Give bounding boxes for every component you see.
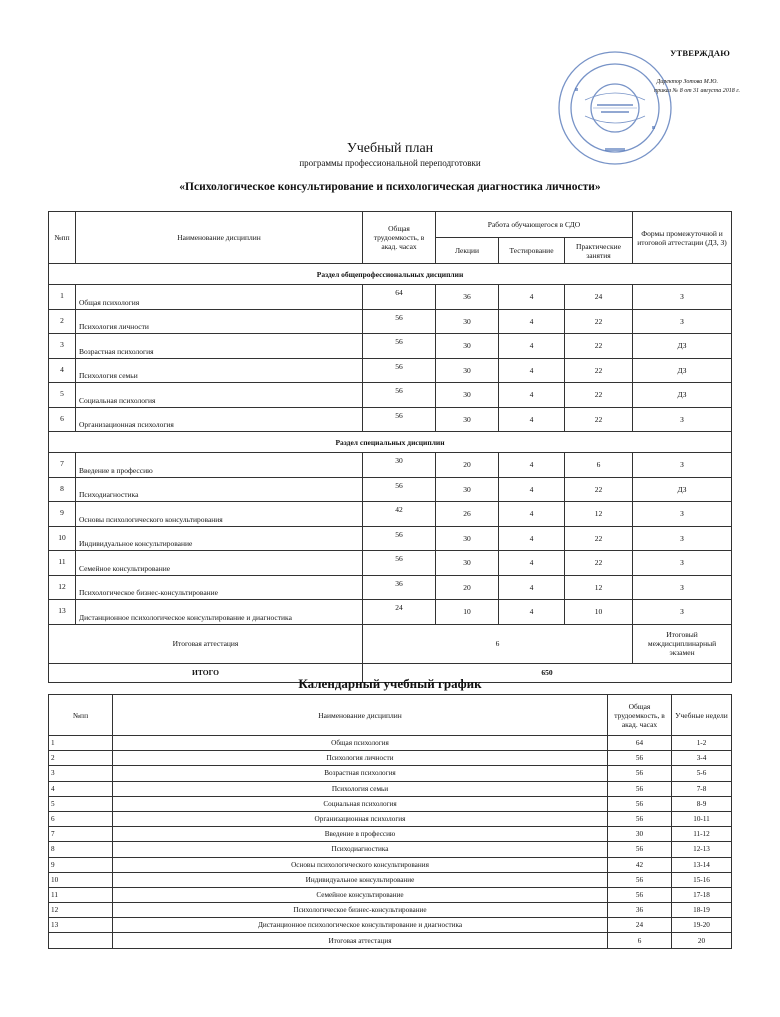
- lectures-cell: 20: [436, 453, 499, 478]
- cal-discipline-name: Общая психология: [113, 736, 608, 751]
- section-title: Раздел специальных дисциплин: [49, 432, 732, 453]
- cal-weeks-cell: 20: [672, 933, 732, 948]
- table-row: [49, 502, 732, 527]
- header-testing: Тестирование: [499, 238, 565, 264]
- lectures-cell: 30: [436, 407, 499, 432]
- section-title: Раздел общепрофессиональных дисциплин: [49, 264, 732, 285]
- calendar-row: [49, 766, 732, 781]
- total-hours-cell: 56: [363, 383, 436, 408]
- cal-weeks-cell: 3-4: [672, 751, 732, 766]
- testing-cell: 4: [499, 526, 565, 551]
- calendar-table: [48, 694, 732, 949]
- cal-header-weeks: Учебные недели: [672, 695, 732, 736]
- program-title: «Психологическое консультирование и психологическая диагностика личности»: [179, 181, 601, 193]
- calendar-row: [49, 903, 732, 918]
- cal-hours-cell: 56: [608, 781, 672, 796]
- row-number: 3: [49, 334, 76, 359]
- cal-hours-cell: 56: [608, 842, 672, 857]
- discipline-name: Индивидуальное консультирование: [76, 526, 363, 551]
- total-hours-cell: 56: [363, 551, 436, 576]
- lectures-cell: 30: [436, 358, 499, 383]
- testing-cell: 4: [499, 502, 565, 527]
- table-row: [49, 358, 732, 383]
- cal-row-number: 5: [49, 796, 113, 811]
- attestation-form-cell: ДЗ: [633, 477, 732, 502]
- lectures-cell: 30: [436, 551, 499, 576]
- testing-cell: 4: [499, 334, 565, 359]
- cal-discipline-name: Индивидуальное консультирование: [113, 872, 608, 887]
- discipline-name: Дистанционное психологическое консультирование и диагностика: [76, 600, 363, 625]
- final-attestation-hours: 6: [363, 624, 633, 663]
- cal-discipline-name: Введение в профессию: [113, 827, 608, 842]
- header-attestation-forms: Формы промежуточной и итоговой аттестации (ДЗ, З): [633, 212, 732, 264]
- lectures-cell: 30: [436, 309, 499, 334]
- cal-row-number: 4: [49, 781, 113, 796]
- table-row: [49, 285, 732, 310]
- attestation-form-cell: З: [633, 526, 732, 551]
- table-row: [49, 453, 732, 478]
- discipline-name: Психология личности: [76, 309, 363, 334]
- table-row: [49, 526, 732, 551]
- cal-discipline-name: Психодиагностика: [113, 842, 608, 857]
- attestation-form-cell: З: [633, 502, 732, 527]
- practice-cell: 12: [565, 502, 633, 527]
- row-number: 9: [49, 502, 76, 527]
- practice-cell: 24: [565, 285, 633, 310]
- lectures-cell: 30: [436, 526, 499, 551]
- cal-row-number: 3: [49, 766, 113, 781]
- lectures-cell: 20: [436, 575, 499, 600]
- cal-row-number: [49, 933, 113, 948]
- cal-hours-cell: 24: [608, 918, 672, 933]
- cal-discipline-name: Социальная психология: [113, 796, 608, 811]
- total-hours-cell: 56: [363, 334, 436, 359]
- table-row: [49, 334, 732, 359]
- cal-weeks-cell: 15-16: [672, 872, 732, 887]
- total-hours-cell: 36: [363, 575, 436, 600]
- cal-hours-cell: 36: [608, 903, 672, 918]
- row-number: 7: [49, 453, 76, 478]
- cal-weeks-cell: 17-18: [672, 887, 732, 902]
- approval-director: Директор Зотова М.Ю.: [656, 79, 718, 85]
- testing-cell: 4: [499, 551, 565, 576]
- attestation-form-cell: З: [633, 551, 732, 576]
- calendar-row: [49, 933, 732, 948]
- attestation-form-cell: З: [633, 309, 732, 334]
- row-number: 5: [49, 383, 76, 408]
- cal-weeks-cell: 8-9: [672, 796, 732, 811]
- cal-hours-cell: 6: [608, 933, 672, 948]
- cal-hours-cell: 56: [608, 751, 672, 766]
- testing-cell: 4: [499, 600, 565, 625]
- testing-cell: 4: [499, 285, 565, 310]
- total-hours-cell: 24: [363, 600, 436, 625]
- calendar-row: [49, 887, 732, 902]
- cal-row-number: 2: [49, 751, 113, 766]
- approval-order: приказ № 8 от 31 августа 2018 г.: [654, 88, 740, 94]
- calendar-row: [49, 842, 732, 857]
- cal-weeks-cell: 13-14: [672, 857, 732, 872]
- total-hours-cell: 56: [363, 358, 436, 383]
- total-hours: 650: [363, 663, 732, 682]
- attestation-form-cell: ДЗ: [633, 383, 732, 408]
- discipline-name: Введение в профессию: [76, 453, 363, 478]
- testing-cell: 4: [499, 477, 565, 502]
- approval-block: [555, 48, 760, 148]
- testing-cell: 4: [499, 309, 565, 334]
- cal-discipline-name: Семейное консультирование: [113, 887, 608, 902]
- lectures-cell: 36: [436, 285, 499, 310]
- header-sdo-work: Работа обучающегося в СДО: [436, 212, 633, 238]
- discipline-name: Общая психология: [76, 285, 363, 310]
- cal-row-number: 1: [49, 736, 113, 751]
- lectures-cell: 30: [436, 383, 499, 408]
- practice-cell: 22: [565, 551, 633, 576]
- table-row: [49, 575, 732, 600]
- practice-cell: 12: [565, 575, 633, 600]
- practice-cell: 10: [565, 600, 633, 625]
- calendar-row: [49, 857, 732, 872]
- cal-hours-cell: 56: [608, 796, 672, 811]
- total-hours-cell: 56: [363, 309, 436, 334]
- approval-title: УТВЕРЖДАЮ: [670, 48, 730, 58]
- testing-cell: 4: [499, 575, 565, 600]
- practice-cell: 22: [565, 309, 633, 334]
- practice-cell: 22: [565, 407, 633, 432]
- cal-weeks-cell: 19-20: [672, 918, 732, 933]
- row-number: 4: [49, 358, 76, 383]
- cal-row-number: 6: [49, 811, 113, 826]
- cal-weeks-cell: 7-8: [672, 781, 732, 796]
- attestation-form-cell: ДЗ: [633, 334, 732, 359]
- cal-row-number: 12: [49, 903, 113, 918]
- cal-weeks-cell: 11-12: [672, 827, 732, 842]
- row-number: 2: [49, 309, 76, 334]
- cal-weeks-cell: 10-11: [672, 811, 732, 826]
- cal-discipline-name: Организационная психология: [113, 811, 608, 826]
- cal-hours-cell: 30: [608, 827, 672, 842]
- attestation-form-cell: З: [633, 600, 732, 625]
- table-row: [49, 407, 732, 432]
- cal-weeks-cell: 5-6: [672, 766, 732, 781]
- cal-weeks-cell: 1-2: [672, 736, 732, 751]
- practice-cell: 22: [565, 358, 633, 383]
- cal-hours-cell: 56: [608, 811, 672, 826]
- curriculum-table: [48, 211, 732, 683]
- row-number: 10: [49, 526, 76, 551]
- table-row: [49, 383, 732, 408]
- lectures-cell: 30: [436, 334, 499, 359]
- discipline-name: Семейное консультирование: [76, 551, 363, 576]
- lectures-cell: 30: [436, 477, 499, 502]
- calendar-row: [49, 796, 732, 811]
- cal-row-number: 9: [49, 857, 113, 872]
- attestation-form-cell: З: [633, 575, 732, 600]
- row-number: 1: [49, 285, 76, 310]
- attestation-form-cell: З: [633, 407, 732, 432]
- total-hours-cell: 42: [363, 502, 436, 527]
- discipline-name: Психологическое бизнес-консультирование: [76, 575, 363, 600]
- cal-hours-cell: 42: [608, 857, 672, 872]
- header-discipline: Наименование дисциплин: [76, 212, 363, 264]
- cal-discipline-name: Возрастная психология: [113, 766, 608, 781]
- cal-row-number: 13: [49, 918, 113, 933]
- row-number: 6: [49, 407, 76, 432]
- practice-cell: 22: [565, 477, 633, 502]
- cal-header-hours: Общая трудоемкость, в акад. часах: [608, 695, 672, 736]
- cal-header-num: №пп: [49, 695, 113, 736]
- testing-cell: 4: [499, 407, 565, 432]
- table-row: [49, 309, 732, 334]
- cal-discipline-name: Дистанционное психологическое консультирование и диагностика: [113, 918, 608, 933]
- page-title: Учебный план: [346, 141, 434, 156]
- total-hours-cell: 56: [363, 477, 436, 502]
- table-row: [49, 477, 732, 502]
- table-row: [49, 600, 732, 625]
- practice-cell: 6: [565, 453, 633, 478]
- cal-row-number: 7: [49, 827, 113, 842]
- calendar-title: Календарный учебный график: [298, 676, 482, 691]
- calendar-row: [49, 781, 732, 796]
- discipline-name: Возрастная психология: [76, 334, 363, 359]
- cal-row-number: 11: [49, 887, 113, 902]
- calendar-row: [49, 918, 732, 933]
- attestation-form-cell: З: [633, 453, 732, 478]
- calendar-row: [49, 811, 732, 826]
- section-row: [49, 264, 732, 285]
- testing-cell: 4: [499, 453, 565, 478]
- discipline-name: Основы психологического консультирования: [76, 502, 363, 527]
- total-hours-cell: 30: [363, 453, 436, 478]
- calendar-row: [49, 736, 732, 751]
- attestation-form-cell: ДЗ: [633, 358, 732, 383]
- practice-cell: 22: [565, 526, 633, 551]
- row-number: 11: [49, 551, 76, 576]
- header-num: №пп: [49, 212, 76, 264]
- cal-discipline-name: Психология личности: [113, 751, 608, 766]
- cal-hours-cell: 56: [608, 872, 672, 887]
- total-hours-cell: 56: [363, 526, 436, 551]
- header-total-hours: Общая трудоемкость, в акад. часах: [363, 212, 436, 264]
- calendar-row: [49, 751, 732, 766]
- cal-discipline-name: Психология семьи: [113, 781, 608, 796]
- discipline-name: Организационная психология: [76, 407, 363, 432]
- cal-weeks-cell: 18-19: [672, 903, 732, 918]
- practice-cell: 22: [565, 334, 633, 359]
- cal-header-discipline: Наименование дисциплин: [113, 695, 608, 736]
- table-row: [49, 551, 732, 576]
- discipline-name: Социальная психология: [76, 383, 363, 408]
- final-attestation-row: [49, 624, 732, 663]
- row-number: 13: [49, 600, 76, 625]
- discipline-name: Психодиагностика: [76, 477, 363, 502]
- lectures-cell: 10: [436, 600, 499, 625]
- cal-hours-cell: 56: [608, 766, 672, 781]
- practice-cell: 22: [565, 383, 633, 408]
- discipline-name: Психология семьи: [76, 358, 363, 383]
- calendar-row: [49, 827, 732, 842]
- final-attestation-form: Итоговый междисциплинарный экзамен: [633, 624, 732, 663]
- cal-hours-cell: 64: [608, 736, 672, 751]
- section-row: [49, 432, 732, 453]
- header-lectures: Лекции: [436, 238, 499, 264]
- attestation-form-cell: З: [633, 285, 732, 310]
- cal-discipline-name: Психологическое бизнес-консультирование: [113, 903, 608, 918]
- cal-row-number: 10: [49, 872, 113, 887]
- calendar-row: [49, 872, 732, 887]
- row-number: 8: [49, 477, 76, 502]
- cal-discipline-name: Основы психологического консультирования: [113, 857, 608, 872]
- cal-discipline-name: Итоговая аттестация: [113, 933, 608, 948]
- header-practice: Практические занятия: [565, 238, 633, 264]
- total-hours-cell: 56: [363, 407, 436, 432]
- total-hours-cell: 64: [363, 285, 436, 310]
- page-subtitle: программы профессиональной переподготовки: [299, 158, 481, 168]
- final-attestation-label: Итоговая аттестация: [49, 624, 363, 663]
- testing-cell: 4: [499, 383, 565, 408]
- cal-row-number: 8: [49, 842, 113, 857]
- testing-cell: 4: [499, 358, 565, 383]
- cal-hours-cell: 56: [608, 887, 672, 902]
- row-number: 12: [49, 575, 76, 600]
- total-label: ИТОГО: [49, 663, 363, 682]
- lectures-cell: 26: [436, 502, 499, 527]
- cal-weeks-cell: 12-13: [672, 842, 732, 857]
